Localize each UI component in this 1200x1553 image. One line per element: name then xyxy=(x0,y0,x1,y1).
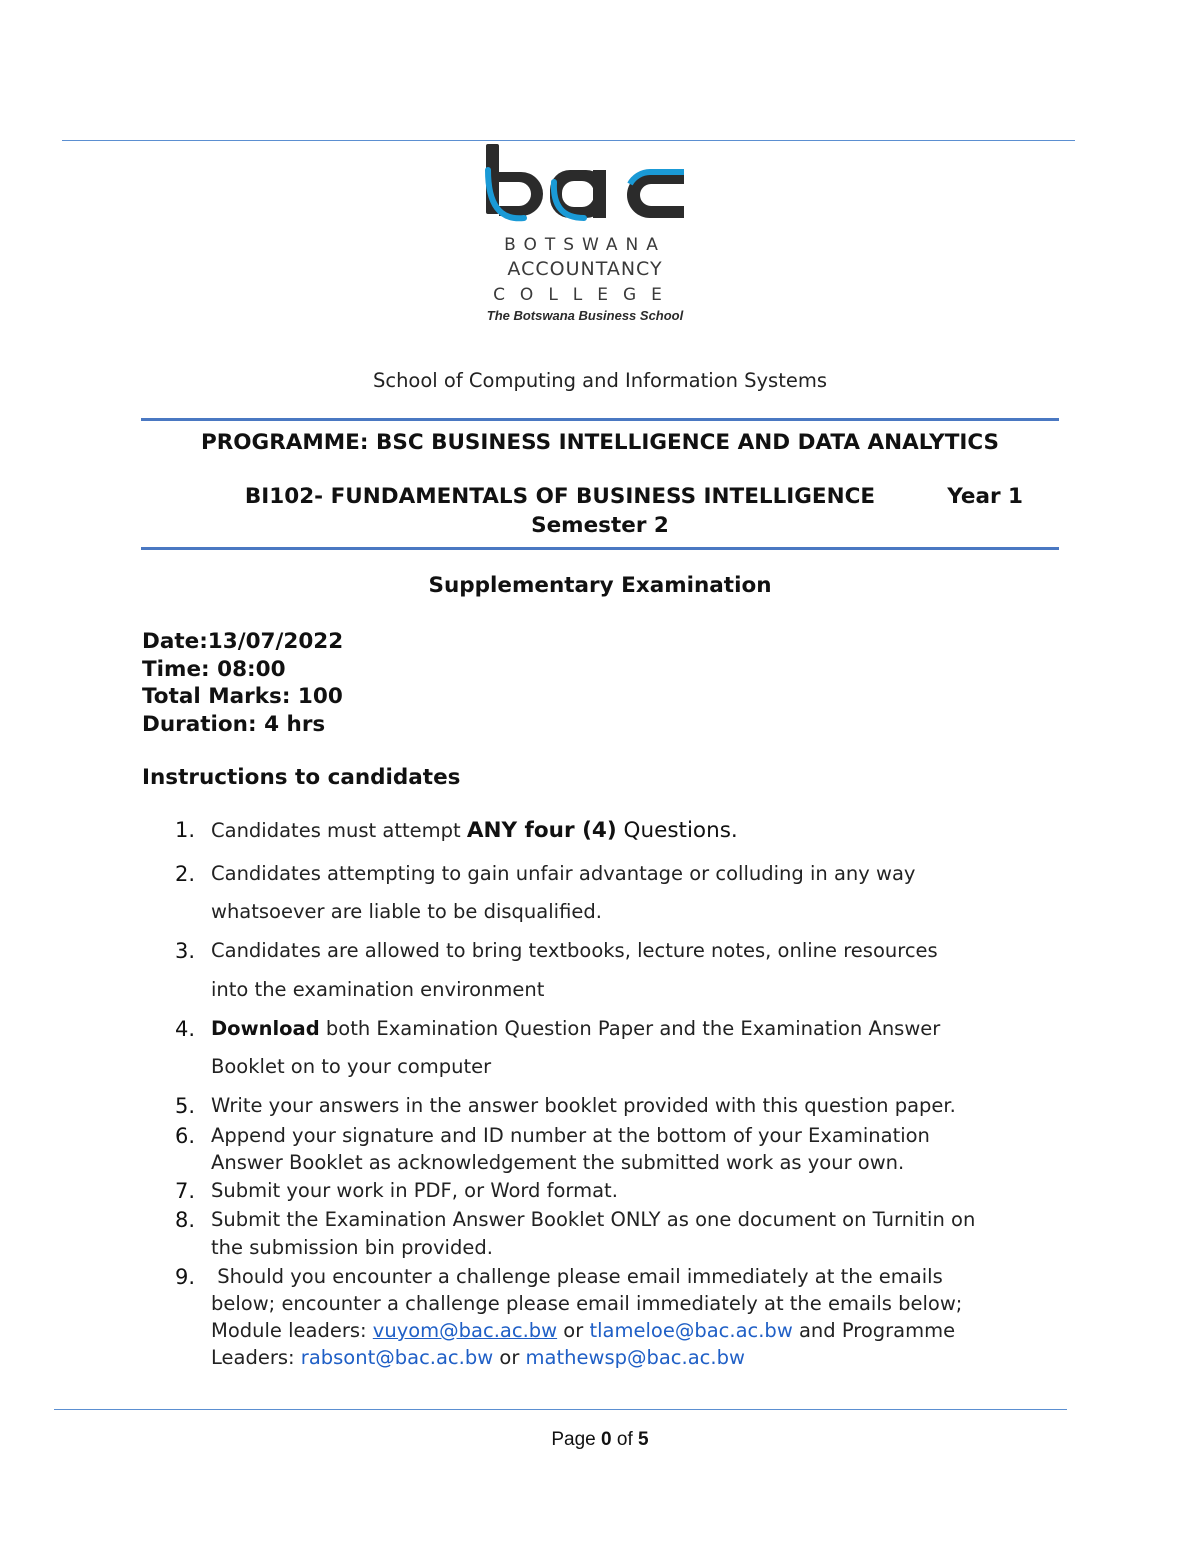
item-text: Questions. xyxy=(616,818,738,843)
item-text: Write your answers in the answer booklet provided with this question paper. xyxy=(211,1094,956,1117)
item-number: 3. xyxy=(175,939,196,963)
year-label: Year 1 xyxy=(947,484,1023,509)
item-emphasis: Download xyxy=(211,1017,320,1040)
header-divider-top xyxy=(141,418,1059,421)
course-block xyxy=(141,482,1059,540)
page-footer xyxy=(0,1429,1200,1451)
email-link-mathewsp[interactable]: mathewsp@bac.ac.bw xyxy=(525,1346,745,1369)
logo-line-1: BOTSWANA xyxy=(504,235,666,255)
page-current: 0 xyxy=(601,1429,612,1450)
item-text: Candidates attempting to gain unfair advantage or colluding in any way xyxy=(211,862,916,885)
email-link-tlameloe[interactable]: tlameloe@bac.ac.bw xyxy=(589,1319,793,1342)
logo-letter-b xyxy=(486,144,549,224)
item-text: Answer Booklet as acknowledgement the submitted work as your own. xyxy=(211,1151,905,1174)
item-text: Should you encounter a challenge please email immediately at the emails xyxy=(211,1265,943,1288)
course-title: BI102- FUNDAMENTALS OF BUSINESS INTELLIGENCE xyxy=(244,484,876,509)
item-text: Candidates must attempt xyxy=(211,819,467,842)
item-text: or xyxy=(557,1319,590,1342)
exam-meta xyxy=(142,628,343,738)
exam-duration: Duration: 4 hrs xyxy=(142,711,326,737)
item-text: below; encounter a challenge please email immediately at the emails below; xyxy=(211,1292,963,1315)
item-number: 4. xyxy=(175,1017,196,1041)
item-text: Booklet on to your computer xyxy=(211,1055,492,1078)
email-link-rabsont[interactable]: rabsont@bac.ac.bw xyxy=(300,1346,494,1369)
item-number: 5. xyxy=(175,1094,196,1118)
item-text: the submission bin provided. xyxy=(211,1236,493,1259)
bac-logo xyxy=(478,142,692,328)
item-number: 8. xyxy=(175,1208,196,1232)
exam-date: Date:13/07/2022 xyxy=(142,629,344,654)
item-number: 1. xyxy=(175,818,196,842)
page-total: 5 xyxy=(638,1429,649,1450)
page-label: Page xyxy=(551,1429,596,1450)
item-number: 2. xyxy=(175,862,196,886)
header-divider-bottom xyxy=(141,547,1059,550)
logo-line-3: COLLEGE xyxy=(493,285,677,305)
item-text: Module leaders: xyxy=(211,1319,373,1342)
programme-title: PROGRAMME: BSC BUSINESS INTELLIGENCE AND DATA ANALYTICS xyxy=(200,430,1000,455)
item-text: whatsoever are liable to be disqualified. xyxy=(211,900,602,923)
item-text: or xyxy=(493,1346,526,1369)
item-text: Submit your work in PDF, or Word format. xyxy=(211,1179,618,1202)
footer-divider xyxy=(54,1409,1067,1410)
email-link-vuyom[interactable]: vuyom@bac.ac.bw xyxy=(372,1319,558,1342)
logo-letter-a xyxy=(550,170,606,218)
item-text: into the examination environment xyxy=(211,978,545,1001)
logo-line-2: ACCOUNTANCY xyxy=(507,258,663,280)
school-name: School of Computing and Information Systems xyxy=(372,369,828,392)
instructions-title: Instructions to candidates xyxy=(142,765,461,790)
item-emphasis: ANY four (4) xyxy=(466,818,617,843)
top-divider xyxy=(62,140,1075,141)
exam-total-marks: Total Marks: 100 xyxy=(142,684,343,709)
of-label: of xyxy=(616,1429,633,1450)
item-text: Candidates are allowed to bring textbooks, lecture notes, online resources xyxy=(211,939,938,962)
item-number: 6. xyxy=(175,1124,196,1148)
item-text: and Programme xyxy=(792,1319,956,1342)
item-text: Submit the Examination Answer Booklet ONLY as one document on Turnitin on xyxy=(211,1208,976,1231)
exam-type: Supplementary Examination xyxy=(428,573,772,598)
item-text: both Examination Question Paper and the Examination Answer xyxy=(319,1017,941,1040)
logo-tagline: The Botswana Business School xyxy=(486,308,684,323)
item-text: Append your signature and ID number at the bottom of your Examination xyxy=(211,1124,930,1147)
item-text: Leaders: xyxy=(211,1346,301,1369)
logo-letter-c xyxy=(627,172,684,218)
item-number: 9. xyxy=(175,1265,196,1289)
semester-label: Semester 2 xyxy=(531,513,669,538)
exam-time: Time: 08:00 xyxy=(142,656,286,682)
item-number: 7. xyxy=(175,1179,196,1203)
